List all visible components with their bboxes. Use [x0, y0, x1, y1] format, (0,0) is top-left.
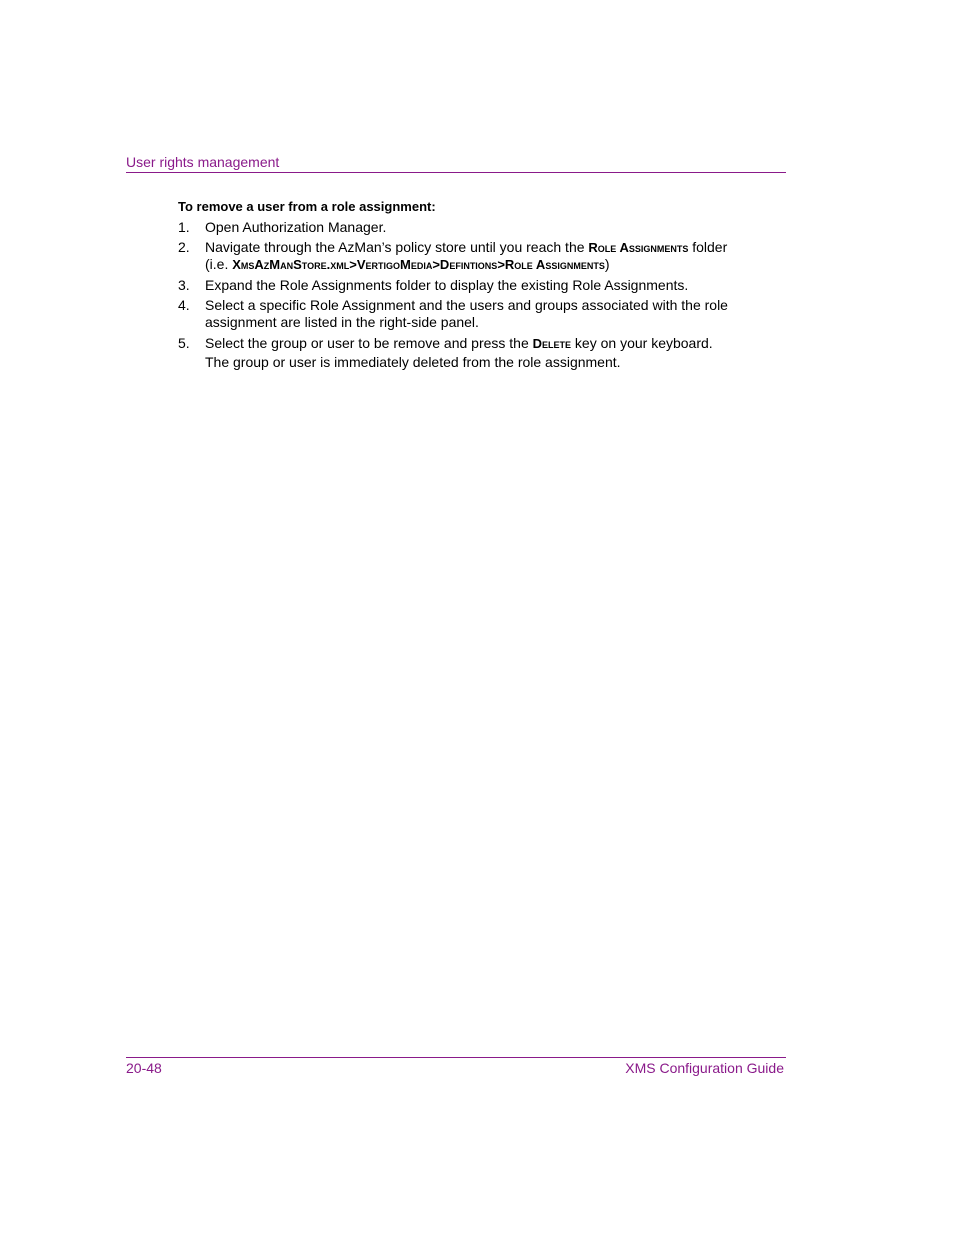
- step-number: 2.: [178, 239, 190, 255]
- step-text-part: Navigate through the AzMan’s policy store until you reach the: [205, 239, 589, 255]
- step-number: 1.: [178, 219, 190, 235]
- step-2: [178, 239, 758, 273]
- step-3: [178, 277, 758, 294]
- step-text: [205, 335, 758, 352]
- step-text-part: Select the group or user to be remove and press the: [205, 335, 533, 351]
- step-text: Open Authorization Manager.: [205, 219, 387, 235]
- folder-keyword: Role Assignments: [588, 240, 689, 255]
- procedure-title: To remove a user from a role assignment:: [178, 199, 436, 214]
- step-number: 3.: [178, 277, 190, 293]
- step-text-part: (i.e.: [205, 256, 233, 272]
- step-5: [178, 335, 758, 352]
- step-text-part: key on your keyboard.: [571, 335, 713, 351]
- policy-store-path: XmsAzManStore.xml>VertigoMedia>Defintions>Role Assignments: [232, 257, 605, 272]
- step-text-part: ): [604, 256, 610, 272]
- step-number: 4.: [178, 297, 190, 313]
- running-header: User rights management: [126, 154, 280, 170]
- footer-rule: [126, 1057, 786, 1058]
- step-text: Expand the Role Assignments folder to display the existing Role Assignments.: [205, 277, 689, 293]
- key-keyword: Delete: [532, 336, 572, 351]
- step-text: [205, 239, 758, 273]
- step-1: [178, 219, 758, 236]
- step-number: 5.: [178, 335, 190, 351]
- page-number: 20-48: [126, 1060, 162, 1076]
- step-result: The group or user is immediately deleted from the role assignment.: [205, 354, 621, 370]
- document-title: XMS Configuration Guide: [625, 1060, 784, 1076]
- step-4: [178, 297, 733, 331]
- step-text: Select a specific Role Assignment and the users and groups associated with the role assignment are listed in the right-side panel.: [205, 297, 728, 330]
- step-text-part: folder: [688, 239, 728, 255]
- header-rule: [126, 172, 786, 173]
